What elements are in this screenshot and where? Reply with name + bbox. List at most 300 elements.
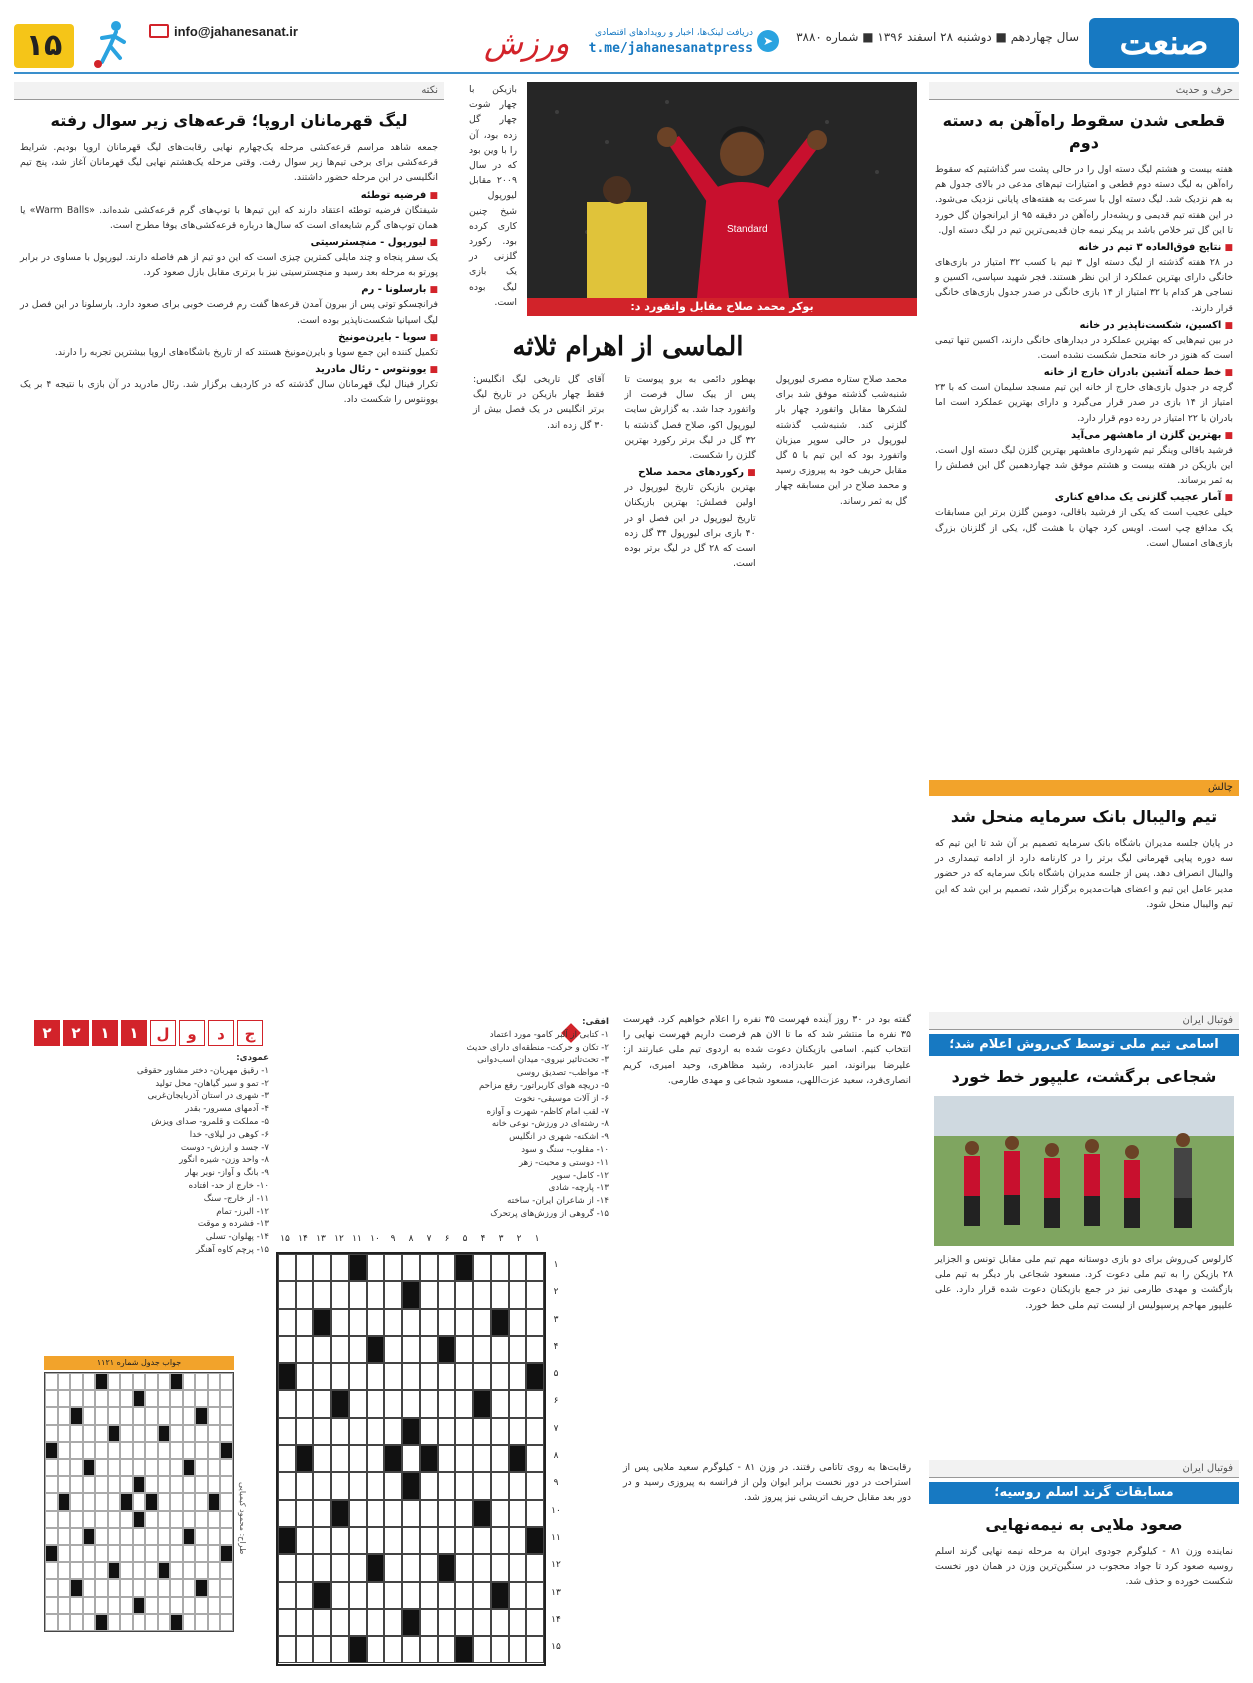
solution-cell [183, 1459, 196, 1476]
crossword-cell[interactable] [491, 1281, 509, 1308]
crossword-cell [402, 1472, 420, 1499]
crossword-cell[interactable] [473, 1281, 491, 1308]
crossword-cell[interactable] [491, 1445, 509, 1472]
crossword-cell[interactable] [455, 1527, 473, 1554]
solution-cell [208, 1425, 221, 1442]
solution-cell [170, 1459, 183, 1476]
crossword-cell[interactable] [438, 1254, 456, 1281]
crossword-cell[interactable] [473, 1609, 491, 1636]
crossword-cell[interactable] [438, 1636, 456, 1663]
crossword-cell[interactable] [491, 1418, 509, 1445]
solution-cell [145, 1562, 158, 1579]
crossword-cell[interactable] [526, 1281, 544, 1308]
crossword-cell[interactable] [278, 1609, 296, 1636]
solution-cell [158, 1511, 171, 1528]
crossword-cell[interactable] [491, 1336, 509, 1363]
crossword-cell[interactable] [349, 1390, 367, 1417]
crossword-cell[interactable] [420, 1554, 438, 1581]
crossword-cell[interactable] [331, 1309, 349, 1336]
crossword-cell[interactable] [296, 1582, 314, 1609]
crossword-cell[interactable] [526, 1500, 544, 1527]
crossword-cell[interactable] [278, 1445, 296, 1472]
solution-cell [220, 1579, 233, 1596]
solution-cell [183, 1545, 196, 1562]
solution-cell [195, 1511, 208, 1528]
crossword-cell[interactable] [455, 1309, 473, 1336]
crossword-cell[interactable] [349, 1363, 367, 1390]
crossword-cell[interactable] [509, 1363, 527, 1390]
crossword-cell[interactable] [296, 1254, 314, 1281]
crossword-cell[interactable] [384, 1309, 402, 1336]
crossword-clue: ۲- تمو و سیر گیاهان- محل تولید [155, 1078, 269, 1089]
crossword-cell[interactable] [420, 1582, 438, 1609]
solution-cell [83, 1425, 96, 1442]
crossword-cell[interactable] [402, 1445, 420, 1472]
crossword-cell[interactable] [526, 1472, 544, 1499]
article-body: در بین تیم‌هایی که بهترین عملکرد در دیدارهای خانگی دارند، اکسین تنها تیمی است که هنوز در خانه متحمل شکست نشده است. [935, 334, 1233, 362]
crossword-cell[interactable] [509, 1336, 527, 1363]
article-headline[interactable]: قطعی شدن سقوط راه‌آهن به دسته دوم [942, 111, 1226, 152]
crossword-cell[interactable] [278, 1254, 296, 1281]
crossword-cell[interactable] [402, 1636, 420, 1663]
crossword-cell[interactable] [349, 1554, 367, 1581]
crossword-cell[interactable] [455, 1445, 473, 1472]
crossword-cell[interactable] [509, 1390, 527, 1417]
crossword-cell[interactable] [491, 1554, 509, 1581]
article-national-team [929, 1012, 1239, 1452]
solution-cell [120, 1528, 133, 1545]
crossword-cell[interactable] [331, 1609, 349, 1636]
crossword-cell[interactable] [384, 1363, 402, 1390]
solution-cell [158, 1597, 171, 1614]
crossword-cell[interactable] [367, 1609, 385, 1636]
solution-cell [195, 1459, 208, 1476]
solution-cell [108, 1511, 121, 1528]
crossword-cell[interactable] [491, 1609, 509, 1636]
crossword-cell[interactable] [331, 1582, 349, 1609]
crossword-cell[interactable] [367, 1472, 385, 1499]
crossword-cell[interactable] [438, 1418, 456, 1445]
crossword-cell[interactable] [349, 1418, 367, 1445]
solution-cell [133, 1390, 146, 1407]
row-number: ۶ [553, 1396, 559, 1407]
crossword-cell[interactable] [384, 1418, 402, 1445]
crossword-cell[interactable] [491, 1254, 509, 1281]
article-headline[interactable]: الماسی از اهرام ثلاثه [512, 332, 744, 362]
crossword-cell[interactable] [296, 1363, 314, 1390]
solution-cell [208, 1390, 221, 1407]
crossword-cell[interactable] [313, 1254, 331, 1281]
article-headline[interactable]: شجاعی برگشت، علیپور خط خورد [951, 1067, 1217, 1086]
crossword-cell[interactable] [491, 1500, 509, 1527]
crossword-title-char: ج [237, 1020, 263, 1046]
crossword-cell[interactable] [278, 1336, 296, 1363]
crossword-cell[interactable] [349, 1609, 367, 1636]
row-number: ۱۴ [551, 1614, 561, 1625]
solution-cell [45, 1442, 58, 1459]
crossword-cell[interactable] [509, 1527, 527, 1554]
crossword-cell[interactable] [313, 1472, 331, 1499]
crossword-cell[interactable] [509, 1281, 527, 1308]
crossword-cell[interactable] [438, 1582, 456, 1609]
crossword-cell[interactable] [296, 1609, 314, 1636]
newspaper-logo[interactable]: صنعت [1089, 18, 1239, 68]
team-training-photo[interactable] [934, 1096, 1234, 1246]
crossword-cell[interactable] [384, 1582, 402, 1609]
solution-cell [220, 1528, 233, 1545]
crossword-cell[interactable] [509, 1636, 527, 1663]
crossword-cell[interactable] [384, 1472, 402, 1499]
crossword-cell[interactable] [367, 1527, 385, 1554]
crossword-cell[interactable] [420, 1336, 438, 1363]
crossword-cell[interactable] [526, 1445, 544, 1472]
solution-cell [158, 1493, 171, 1510]
crossword-cell[interactable] [384, 1281, 402, 1308]
crossword-cell[interactable] [420, 1527, 438, 1554]
article-body: کارلوس کی‌روش برای دو بازی دوستانه مهم تیم ملی مقابل تونس و الجزایر ۲۸ بازیکن را به تیم ملی دعوت کرد. مسعود شجاعی بار دیگر به تیم ملی بازگشت و مهدی طارمی نیز در جمع بازیکنان دعوت شده قرار دارد. علی علیپور مهاجم پرسپولیس از لیست تیم ملی خط خورد. [935, 1254, 1233, 1311]
crossword-cell[interactable] [384, 1390, 402, 1417]
article-kicker: حرف و حدیث [929, 82, 1239, 100]
crossword-cell[interactable] [420, 1390, 438, 1417]
solution-cell [120, 1597, 133, 1614]
crossword-cell[interactable] [526, 1309, 544, 1336]
crossword-cell[interactable] [491, 1390, 509, 1417]
crossword-cell[interactable] [384, 1609, 402, 1636]
solution-cell [95, 1407, 108, 1424]
crossword-cell[interactable] [313, 1336, 331, 1363]
crossword-cell[interactable] [367, 1418, 385, 1445]
crossword-cell[interactable] [313, 1527, 331, 1554]
crossword-cell[interactable] [313, 1500, 331, 1527]
crossword-cell[interactable] [455, 1554, 473, 1581]
crossword-cell[interactable] [313, 1445, 331, 1472]
crossword-cell[interactable] [455, 1472, 473, 1499]
crossword-cell[interactable] [402, 1500, 420, 1527]
article-body: یک سفر پنجاه و چند مایلی کمترین چیزی است که این دو تیم از هم فاصله دارند. لیورپول با مساوی در برابر پورتو به مرحله بعد رسید و منچسترسیتی نیز با برتری مقابل بازل صعود کرد. [20, 252, 438, 279]
crossword-cell[interactable] [331, 1527, 349, 1554]
crossword-cell[interactable] [402, 1582, 420, 1609]
solution-cell [95, 1459, 108, 1476]
crossword-cell[interactable] [278, 1390, 296, 1417]
crossword-cell[interactable] [438, 1500, 456, 1527]
solution-cell [95, 1511, 108, 1528]
crossword-cell[interactable] [420, 1636, 438, 1663]
article-subheading: ■ نتایج فوق‌العاده ۳ تیم در خانه [929, 242, 1239, 253]
solution-cell [120, 1442, 133, 1459]
crossword-cell[interactable] [313, 1281, 331, 1308]
crossword-cell[interactable] [473, 1472, 491, 1499]
solution-cell [133, 1562, 146, 1579]
crossword-grid[interactable] [276, 1252, 546, 1666]
crossword-cell[interactable] [349, 1281, 367, 1308]
solution-cell [95, 1373, 108, 1390]
crossword-cell[interactable] [473, 1636, 491, 1663]
solution-cell [195, 1476, 208, 1493]
crossword-cell[interactable] [455, 1500, 473, 1527]
solution-cell [83, 1528, 96, 1545]
crossword-cell[interactable] [455, 1390, 473, 1417]
crossword-cell[interactable] [384, 1554, 402, 1581]
crossword-cell[interactable] [278, 1472, 296, 1499]
crossword-cell[interactable] [526, 1254, 544, 1281]
crossword-cell[interactable] [402, 1254, 420, 1281]
page-header [14, 14, 1239, 74]
crossword-cell[interactable] [438, 1527, 456, 1554]
crossword-cell[interactable] [296, 1281, 314, 1308]
crossword-cell[interactable] [438, 1472, 456, 1499]
crossword-cell[interactable] [526, 1609, 544, 1636]
crossword-cell[interactable] [331, 1363, 349, 1390]
crossword-cell[interactable] [384, 1527, 402, 1554]
telegram-url[interactable]: t.me/jahanesanatpress [588, 41, 753, 56]
crossword-cell[interactable] [473, 1527, 491, 1554]
article-headline[interactable]: صعود ملایی به نیمه‌نهایی [985, 1515, 1183, 1534]
crossword-cell[interactable] [526, 1636, 544, 1663]
crossword-cell[interactable] [402, 1527, 420, 1554]
crossword-cell[interactable] [473, 1336, 491, 1363]
crossword-cell[interactable] [473, 1309, 491, 1336]
crossword-cell[interactable] [296, 1527, 314, 1554]
crossword-cell[interactable] [367, 1254, 385, 1281]
crossword-cell[interactable] [473, 1445, 491, 1472]
crossword-cell [349, 1636, 367, 1663]
crossword-cell[interactable] [313, 1636, 331, 1663]
crossword-cell[interactable] [296, 1390, 314, 1417]
crossword-cell[interactable] [349, 1472, 367, 1499]
solution-cell [145, 1545, 158, 1562]
solution-cell [58, 1579, 71, 1596]
solution-cell [45, 1476, 58, 1493]
crossword-cell[interactable] [526, 1336, 544, 1363]
solution-cell [95, 1425, 108, 1442]
crossword-cell[interactable] [455, 1418, 473, 1445]
crossword-cell [367, 1336, 385, 1363]
solution-cell [208, 1511, 221, 1528]
crossword-cell[interactable] [278, 1554, 296, 1581]
solution-cell [195, 1614, 208, 1631]
crossword-cell[interactable] [509, 1418, 527, 1445]
crossword-cell[interactable] [313, 1390, 331, 1417]
crossword-cell[interactable] [331, 1281, 349, 1308]
crossword-cell[interactable] [384, 1254, 402, 1281]
solution-cell [95, 1545, 108, 1562]
solution-cell [45, 1407, 58, 1424]
crossword-cell[interactable] [384, 1636, 402, 1663]
crossword-cell[interactable] [438, 1390, 456, 1417]
crossword-cell[interactable] [455, 1281, 473, 1308]
crossword-cell[interactable] [367, 1636, 385, 1663]
solution-cell [158, 1425, 171, 1442]
crossword-cell[interactable] [278, 1281, 296, 1308]
crossword-cell[interactable] [384, 1500, 402, 1527]
crossword-clue: ۹- اشکنه- شهری در انگلیس [509, 1132, 609, 1143]
solution-cell [195, 1545, 208, 1562]
crossword-title-char: ۱ [121, 1020, 147, 1046]
crossword-cell[interactable] [491, 1636, 509, 1663]
crossword-cell [438, 1554, 456, 1581]
crossword-cell[interactable] [331, 1472, 349, 1499]
crossword-cell[interactable] [331, 1418, 349, 1445]
crossword-cell[interactable] [438, 1445, 456, 1472]
crossword-cell[interactable] [367, 1390, 385, 1417]
solution-cell [108, 1493, 121, 1510]
crossword-cell[interactable] [473, 1554, 491, 1581]
solution-cell [58, 1407, 71, 1424]
crossword-cell[interactable] [296, 1472, 314, 1499]
crossword-cell[interactable] [420, 1254, 438, 1281]
crossword-cell[interactable] [491, 1472, 509, 1499]
solution-cell [220, 1614, 233, 1631]
solution-cell [183, 1425, 196, 1442]
crossword-cell[interactable] [313, 1363, 331, 1390]
crossword-cell[interactable] [491, 1363, 509, 1390]
crossword-cell[interactable] [331, 1636, 349, 1663]
crossword-cell[interactable] [331, 1254, 349, 1281]
crossword-cell[interactable] [526, 1418, 544, 1445]
crossword-row [278, 1309, 544, 1336]
crossword-cell[interactable] [313, 1418, 331, 1445]
crossword-cell[interactable] [367, 1281, 385, 1308]
crossword-clue: ۲- تکان و حرکت- منطقه‌ای دارای حدیث [466, 1042, 609, 1053]
crossword-cell[interactable] [509, 1500, 527, 1527]
crossword-cell[interactable] [313, 1554, 331, 1581]
crossword-cell[interactable] [455, 1609, 473, 1636]
crossword-cell[interactable] [420, 1500, 438, 1527]
crossword-cell[interactable] [402, 1363, 420, 1390]
crossword-row [278, 1418, 544, 1445]
crossword-cell[interactable] [349, 1582, 367, 1609]
crossword-cell[interactable] [438, 1309, 456, 1336]
crossword-cell[interactable] [509, 1609, 527, 1636]
crossword-cell[interactable] [473, 1254, 491, 1281]
crossword-cell[interactable] [509, 1554, 527, 1581]
crossword-cell[interactable] [313, 1609, 331, 1636]
crossword-cell [455, 1636, 473, 1663]
crossword-cell[interactable] [367, 1363, 385, 1390]
crossword-cell[interactable] [349, 1527, 367, 1554]
crossword-cell[interactable] [420, 1281, 438, 1308]
crossword-cell[interactable] [526, 1554, 544, 1581]
crossword-cell [491, 1309, 509, 1336]
crossword-cell[interactable] [420, 1309, 438, 1336]
crossword-cell[interactable] [491, 1527, 509, 1554]
crossword-cell[interactable] [331, 1554, 349, 1581]
crossword-cell[interactable] [296, 1500, 314, 1527]
crossword-cell[interactable] [278, 1582, 296, 1609]
crossword-cell[interactable] [509, 1472, 527, 1499]
crossword-cell[interactable] [367, 1582, 385, 1609]
crossword-cell[interactable] [331, 1336, 349, 1363]
crossword-cell[interactable] [296, 1309, 314, 1336]
crossword-cell[interactable] [349, 1309, 367, 1336]
solution-cell [183, 1562, 196, 1579]
crossword-cell[interactable] [455, 1363, 473, 1390]
contact-email[interactable]: info@jahanesanat.ir [174, 24, 298, 39]
solution-cell [195, 1562, 208, 1579]
crossword-cell[interactable] [420, 1609, 438, 1636]
crossword-cell[interactable] [420, 1418, 438, 1445]
article-body: گفته بود در ۳۰ روز آینده فهرست ۳۵ نفره را اعلام خواهیم کرد. فهرست ۳۵ نفره ما منتشر شد که ما تا الان هم فرصت داریم فهرست نهایی را انتخاب کنیم. اسامی بازیکنان دعوت شده به اردوی تیم ملی عبارتند از: علیرضا بیرانوند، امیر عابدزاده، رشید مظاهری، وحید امیری، کریم انصاری‌فرد، سعید عزت‌اللهی، مسعود شجاعی و مهدی طارمی. [623, 1014, 911, 1086]
crossword-cell[interactable] [509, 1582, 527, 1609]
crossword-cell[interactable] [455, 1336, 473, 1363]
crossword-cell[interactable] [509, 1254, 527, 1281]
crossword-cell[interactable] [438, 1363, 456, 1390]
crossword-cell[interactable] [526, 1582, 544, 1609]
crossword-cell[interactable] [402, 1309, 420, 1336]
crossword-cell[interactable] [278, 1500, 296, 1527]
crossword-cell[interactable] [420, 1472, 438, 1499]
article-subheading: ■ بهترین گلزن از ماهشهر می‌آید [929, 430, 1239, 441]
crossword-cell [402, 1609, 420, 1636]
crossword-cell[interactable] [278, 1418, 296, 1445]
crossword-cell[interactable] [349, 1445, 367, 1472]
crossword-cell[interactable] [367, 1500, 385, 1527]
crossword-cell[interactable] [438, 1609, 456, 1636]
crossword-cell[interactable] [367, 1445, 385, 1472]
solution-cell [70, 1459, 83, 1476]
svg-text:Standard: Standard [727, 224, 768, 235]
crossword-title-char: د [208, 1020, 234, 1046]
crossword-cell[interactable] [296, 1554, 314, 1581]
crossword-cell[interactable] [402, 1390, 420, 1417]
article-headline[interactable]: تیم والیبال بانک سرمایه منحل شد [950, 807, 1218, 826]
crossword-cell[interactable] [349, 1500, 367, 1527]
crossword-cell[interactable] [473, 1418, 491, 1445]
crossword-cell[interactable] [349, 1336, 367, 1363]
solution-cell [70, 1545, 83, 1562]
crossword-cell [296, 1445, 314, 1472]
crossword-cell[interactable] [402, 1554, 420, 1581]
solution-cell [220, 1459, 233, 1476]
solution-cell [158, 1373, 171, 1390]
salah-celebration-photo[interactable] [527, 82, 917, 298]
crossword-cell[interactable] [384, 1336, 402, 1363]
crossword-cell[interactable] [438, 1281, 456, 1308]
crossword-cell[interactable] [296, 1636, 314, 1663]
crossword-row [278, 1472, 544, 1499]
crossword-cell[interactable] [331, 1445, 349, 1472]
crossword-cell[interactable] [296, 1418, 314, 1445]
solution-cell [133, 1493, 146, 1510]
crossword-cell[interactable] [278, 1309, 296, 1336]
crossword-clue: ۱۱- از خارج- سنگ [203, 1193, 269, 1204]
crossword-cell[interactable] [455, 1582, 473, 1609]
article-headline[interactable]: لیگ قهرمانان اروپا؛ قرعه‌های زیر سوال رفته [50, 111, 408, 130]
crossword-cell[interactable] [473, 1582, 491, 1609]
crossword-cell[interactable] [367, 1309, 385, 1336]
crossword-cell[interactable] [296, 1336, 314, 1363]
solution-cell [45, 1425, 58, 1442]
telegram-label: دریافت لینک‌ها، اخبار و رویدادهای اقتصادی [595, 28, 753, 38]
crossword-cell[interactable] [278, 1636, 296, 1663]
crossword-cell[interactable] [420, 1363, 438, 1390]
crossword-cell[interactable] [473, 1363, 491, 1390]
solution-cell [170, 1425, 183, 1442]
crossword-clue: ۱۵- پرچم کاوه آهنگر [195, 1244, 269, 1255]
crossword-cell[interactable] [402, 1336, 420, 1363]
solution-cell [145, 1459, 158, 1476]
solution-cell [208, 1442, 221, 1459]
solution-cell [70, 1493, 83, 1510]
crossword-cell[interactable] [509, 1309, 527, 1336]
row-number: ۲ [553, 1287, 559, 1298]
crossword-cell[interactable] [526, 1390, 544, 1417]
solution-cell [133, 1442, 146, 1459]
solution-cell [145, 1390, 158, 1407]
article-body: بازیکن با چهار شوت چهار گل زده بود، آن را با وین بود که در سال ۲۰۰۹ مقابل لیورپول شیخ چنین کاری کرده بود. رکورد گلزنی در یک بازی لیگ بوده است. [469, 84, 517, 308]
crossword-clue: ۱۴- از شاعران ایران- ساخته [507, 1196, 609, 1207]
article-body: شیفتگان فرضیه توطئه اعتقاد دارند که این تیم‌ها با توپ‌های گرم قرعه‌کشی شده‌اند. «Warm Balls» یا همان توپ‌های گرم شایعه‌ای است که سال‌ها درباره قرعه‌کشی‌های یوفا مطرح است. [20, 204, 438, 231]
